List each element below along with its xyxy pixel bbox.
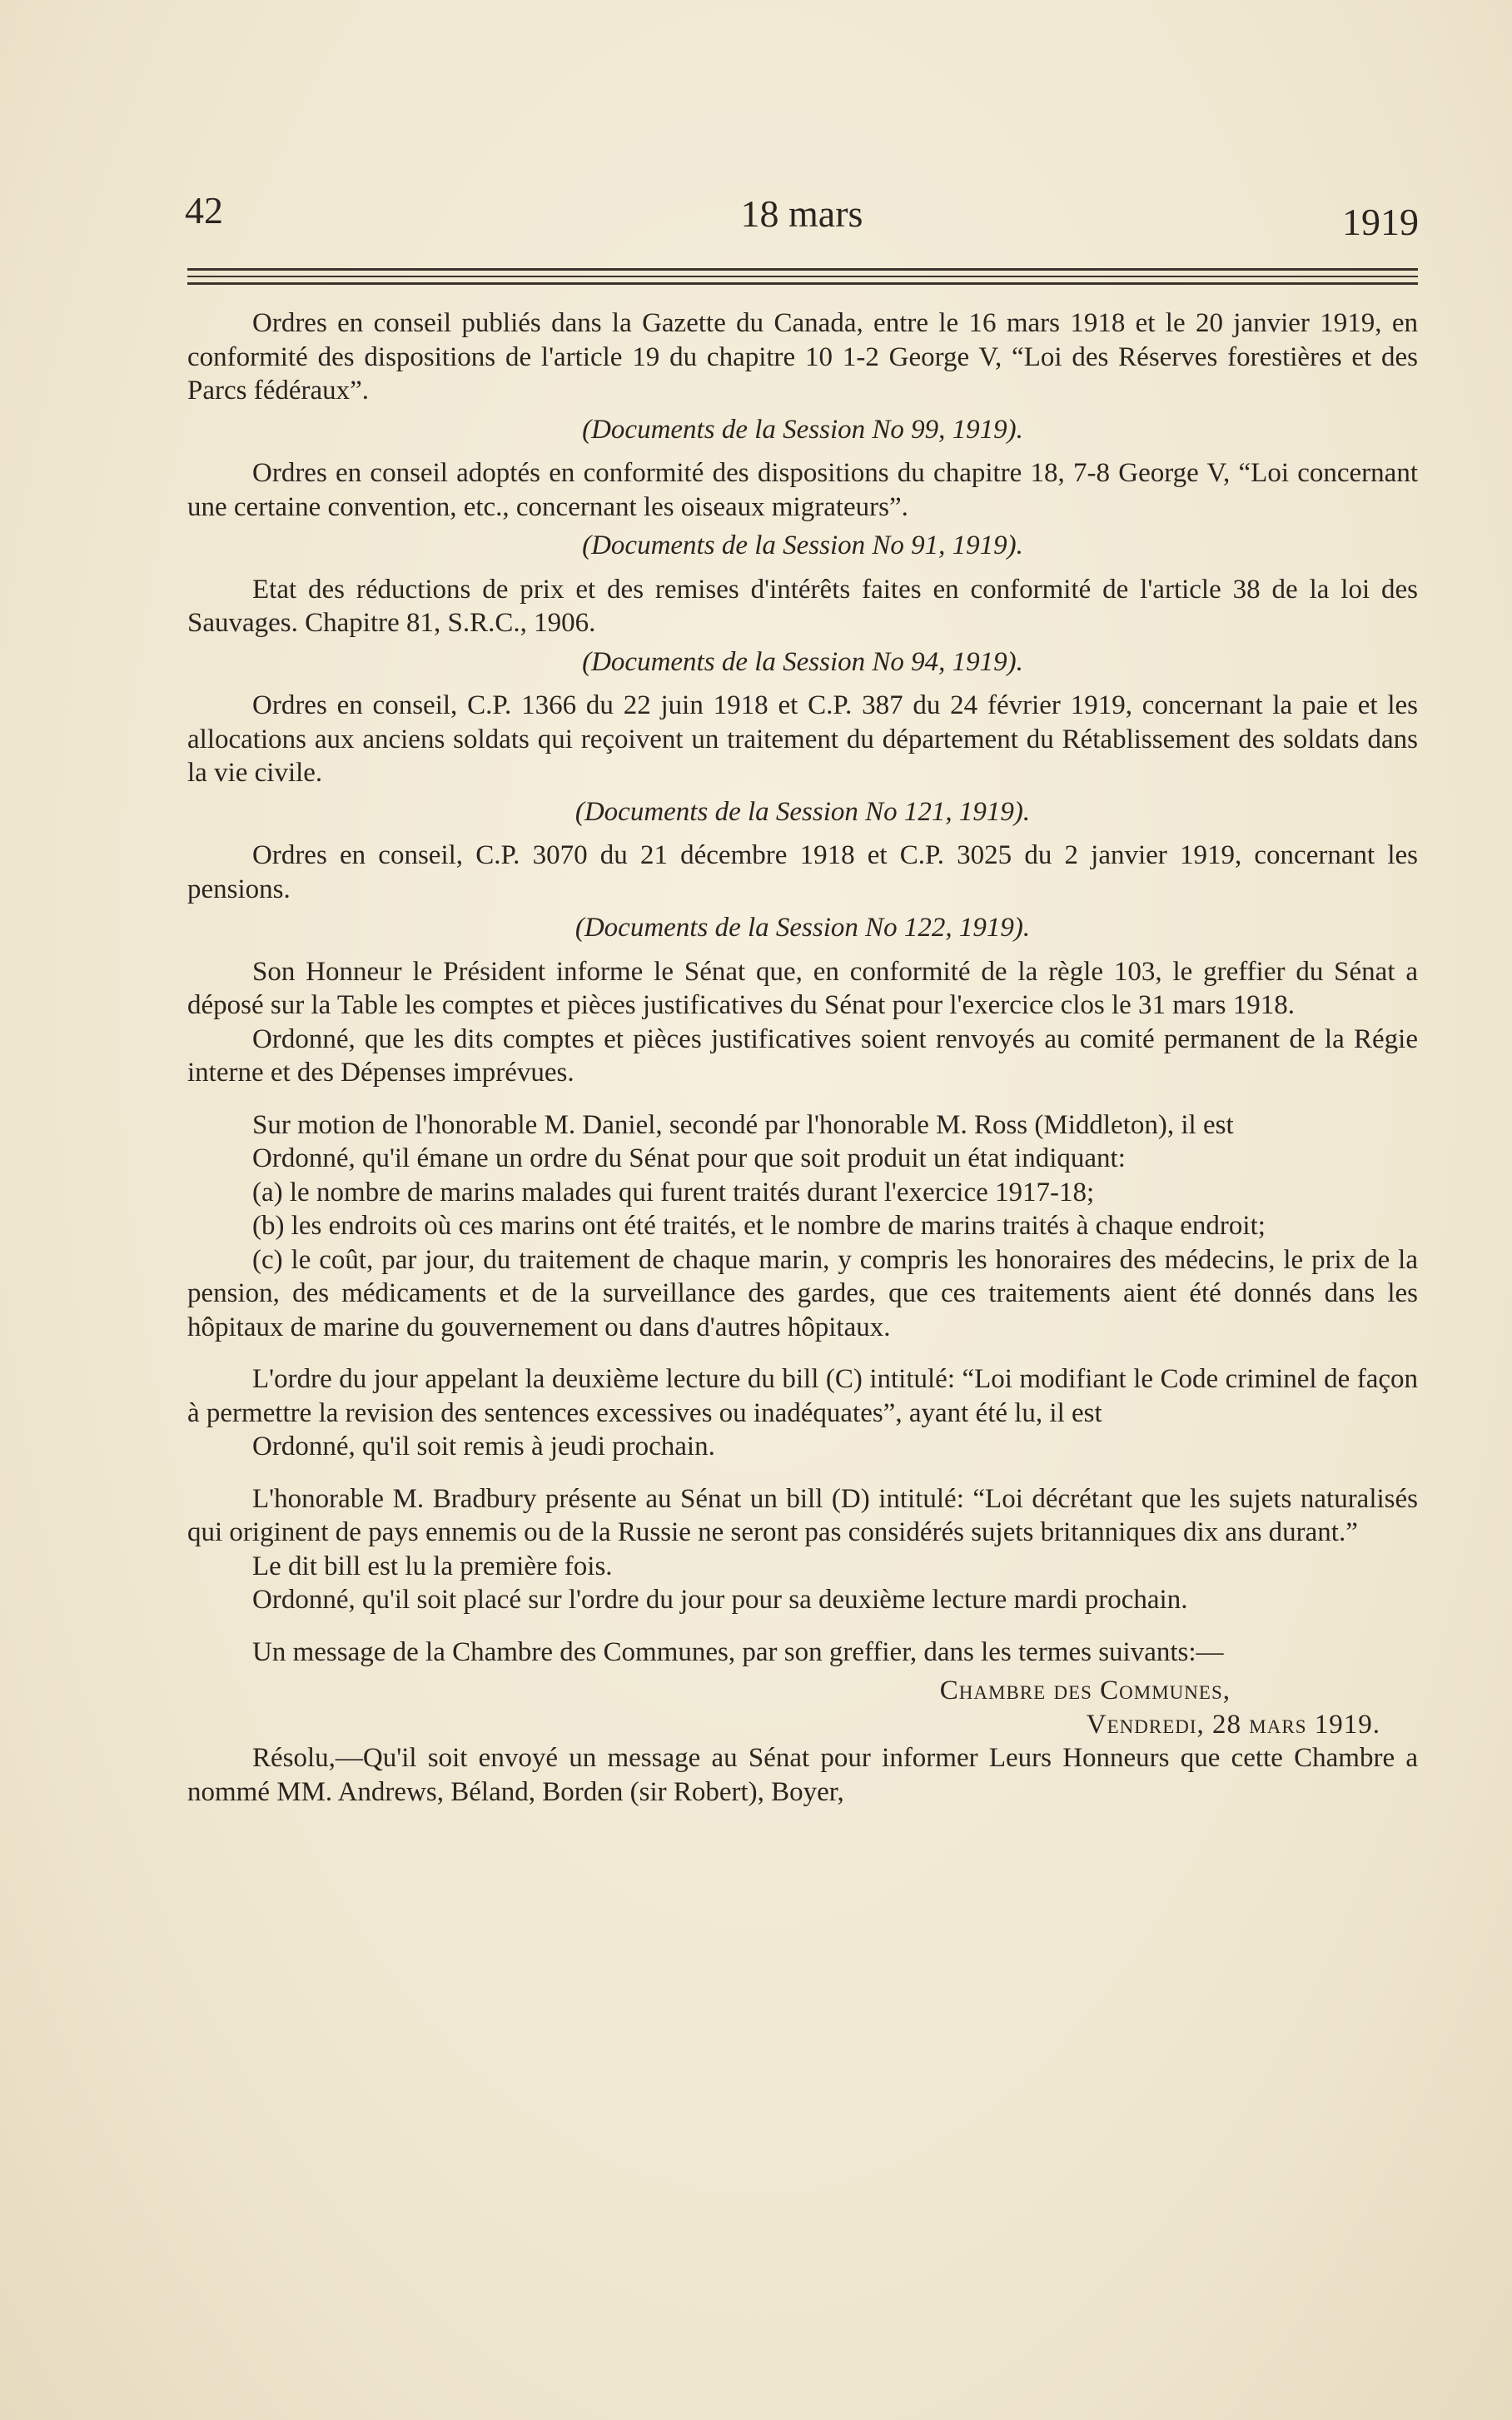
header-rules	[187, 268, 1418, 285]
paragraph: Ordonné, qu'il soit placé sur l'ordre du jour pour sa deuxième lecture mardi prochain.	[252, 1585, 1188, 1615]
session-citation: (Documents de la Session No 91, 1919).	[582, 530, 1023, 560]
message-sender: Chambre des Communes,	[939, 1676, 1231, 1705]
paragraph: Ordonné, qu'il soit remis à jeudi prochain.	[252, 1432, 715, 1461]
page-header	[185, 182, 1419, 243]
rule-line	[187, 282, 1418, 285]
session-citation: (Documents de la Session No 121, 1919).	[574, 796, 1031, 827]
rule-line	[187, 276, 1418, 277]
paragraph: Ordres en conseil adoptés en conformité des dispositions du chapitre 18, 7-8 George V, “Loi concernant une certaine convention, etc., concernant les oiseaux migrateurs”.	[187, 458, 1418, 522]
header-date: 18 mars	[740, 192, 863, 235]
paragraph: L'honorable M. Bradbury présente au Sénat un bill (D) intitulé: “Loi décrétant que les sujets naturalisés qui originent de pays ennemis ou de la Russie ne seront pas considérés sujets britanniques dix ans durant.”	[187, 1483, 1418, 1547]
paragraph: Un message de la Chambre des Communes, par son greffier, dans les termes suivants:—	[252, 1636, 1224, 1667]
session-citation: (Documents de la Session No 99, 1919).	[582, 414, 1023, 445]
paragraph: Ordonné, qu'il émane un ordre du Sénat pour que soit produit un état indiquant:	[252, 1143, 1126, 1173]
page-number: 42	[185, 189, 223, 232]
paragraph: Résolu,—Qu'il soit envoyé un message au Sénat pour informer Leurs Honneurs que cette Chambre a nommé MM. Andrews, Béland, Borden (sir Robert), Boyer,	[187, 1743, 1418, 1807]
paragraph: Son Honneur le Président informe le Sénat que, en conformité de la règle 103, le greffier du Sénat a déposé sur la Table les comptes et pièces justificatives du Sénat pour l'exercice clos le 31 mars 1918.	[187, 956, 1418, 1020]
session-citation: (Documents de la Session No 94, 1919).	[582, 646, 1023, 677]
message-date: Vendredi, 28 mars 1919.	[1086, 1709, 1380, 1740]
list-item: (a) le nombre de marins malades qui furent traités durant l'exercice 1917-18;	[252, 1177, 1095, 1208]
page-body	[187, 306, 1418, 1809]
paragraph: Etat des réductions de prix et des remises d'intérêts faites en conformité de l'article 38 de la loi des Sauvages. Chapitre 81, S.R.C., 1906.	[187, 574, 1418, 638]
paragraph: L'ordre du jour appelant la deuxième lecture du bill (C) intitulé: “Loi modifiant le Code criminel de façon à permettre la revision des sentences excessives ou inadéquates”, ayant été lu, il est	[187, 1364, 1418, 1428]
paragraph: Le dit bill est lu la première fois.	[252, 1551, 613, 1581]
list-item: (c) le coût, par jour, du traitement de chaque marin, y compris les honoraires des médecins, le prix de la pension, des médicaments et de la surveillance des gardes, que ces traitements aient été donnés dans les hôpitaux de marine du gouvernement ou dans d'autres hôpitaux.	[187, 1244, 1418, 1342]
paragraph: Ordres en conseil, C.P. 1366 du 22 juin 1918 et C.P. 387 du 24 février 1919, concernant la paie et les allocations aux anciens soldats qui reçoivent un traitement du département du Rétablissement des soldats dans la vie civile.	[187, 690, 1418, 788]
header-year: 1919	[1342, 201, 1419, 243]
paragraph: Ordres en conseil, C.P. 3070 du 21 décembre 1918 et C.P. 3025 du 2 janvier 1919, concernant les pensions.	[187, 840, 1418, 904]
paragraph: Ordres en conseil publiés dans la Gazette du Canada, entre le 16 mars 1918 et le 20 janvier 1919, en conformité des dispositions de l'article 19 du chapitre 10 1-2 George V, “Loi des Réserves forestières et des Parcs fédéraux”.	[187, 308, 1418, 406]
session-citation: (Documents de la Session No 122, 1919).	[574, 913, 1031, 943]
paragraph: Sur motion de l'honorable M. Daniel, secondé par l'honorable M. Ross (Middleton), il est	[252, 1109, 1234, 1140]
paragraph: Ordonné, que les dits comptes et pièces justificatives soient renvoyés au comité permanent de la Régie interne et des Dépenses imprévues.	[187, 1023, 1418, 1088]
rule-line	[187, 268, 1418, 271]
list-item: (b) les endroits où ces marins ont été traités, et le nombre de marins traités à chaque endroit;	[252, 1211, 1266, 1241]
